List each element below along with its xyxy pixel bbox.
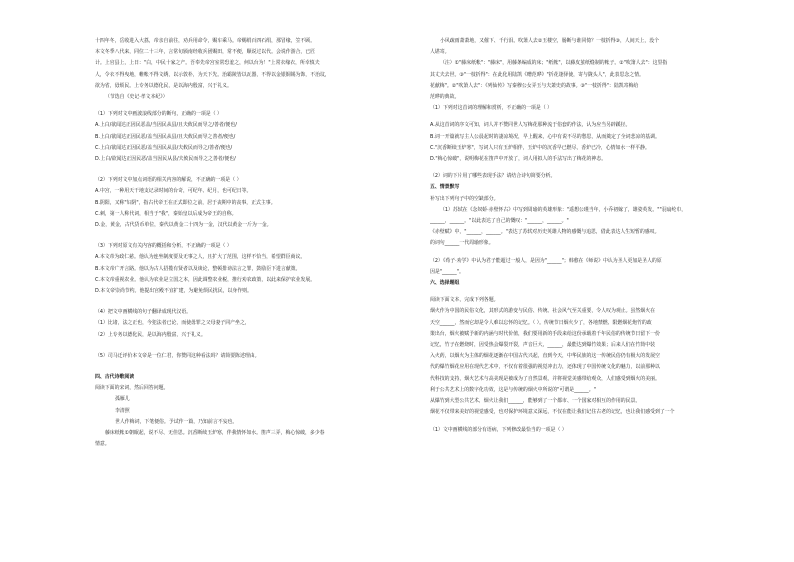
- text-line: 天空______，然而它却是令人难以忘怀的记忆。（ ）。传统节日烟火少了，各地禁燃、限燃烟花炮竹的政: [430, 319, 652, 326]
- spacer: [95, 362, 430, 372]
- text-line: （1）苏轼在《念奴娇·赤壁怀古》中写到周瑜的英雄形象："遥想公瑾当年，小乔初嫁了，雄姿英发。""羽扇纶巾，: [440, 206, 687, 213]
- text-line: （1）比诸，法之正也，今犯法者已论，而使毋罪之父母妻子同产坐之，: [95, 320, 250, 327]
- text-line: D."梅心惊破"，说明梅花在笛声中开放了，词人用拟人的手法写出了梅花的神态。: [430, 156, 607, 163]
- text-line: C.刺，第一人称代词，相当于"我"，秦始皇以后成为帝王的自称。: [95, 210, 237, 217]
- text-line: 人，令衣不得曳地，帷帐不得文绣，以示敦朴，为天下先。治霸陵皆以瓦器，不得以金银铜锡为饰，不治坟，: [95, 71, 330, 78]
- text-line: 代科技的支持，烟火艺术与高美现是被成为了自然景观，并将视觉美感带给观众，人们感受到烟火的美丽。: [430, 375, 660, 382]
- text-line: 世人作梅词，下笔便俗。予试作一篇，乃知前言不妄也。: [115, 418, 238, 425]
- text-line: 计。上官县上，上日："白，中民十家之产。吾奉先帝宫室常恐羞之，何以台为！"上常衣缘衣，所幸慎夫: [95, 60, 320, 67]
- text-line: 补写出下列句子中的空缺部分。: [430, 195, 499, 202]
- text-line: （注）①"藤床纸帐"："藤床"，用藤条编成的床；"纸帐"，以藤皮茧纸缝制的帐子。②"吹箫人去"：这里指: [440, 60, 668, 67]
- text-line: （1）下列对文中画波浪线部分的断句，正确的一项是（ ）: [95, 111, 222, 118]
- text-line: （2）词的下片用了哪些表现手法？请结合诗句简要分析。: [430, 173, 556, 180]
- text-line: 阅读下面的宋词，然后回答问题。: [95, 385, 169, 392]
- text-line: （2）上专务以德化民，是以海内殷富，兴于礼义。: [95, 331, 206, 338]
- text-line: 十四年冬，岳收进入大荔，帝亲自前往，劝兵用命令，赐车乘马。帝赐绢百四石绢，那冒缘，笠不顾。: [95, 38, 316, 44]
- text-line: （5）司马迁评价本文帝是一位仁君，你赞同这种看法吗？请简要陈述理由。: [95, 352, 260, 359]
- text-line: A.中宫，一种用天干地支记录时间的台奇，可纪年、纪月，也可纪日等。: [95, 188, 252, 195]
- text-line: 代的爆竹烟花应用在现代艺术中，不仅有着很强的视觉冲击力，还体现了中国传统文化的魅力，以前那种以: [430, 364, 660, 371]
- spacer: [95, 341, 430, 351]
- text-line: 利于公共艺术上的数字化功效，这是与传统的烟火中所说的"可谓是______。": [430, 386, 596, 393]
- section-heading: 四、古代诗歌阅读: [95, 374, 135, 381]
- text-line: 因是"______"。: [430, 268, 464, 275]
- text-line: 记忆，竹子在燃烧时，因受热会爆裂开裂，声音巨大，______，最能达到爆竹效果；后来人们在竹筒中装: [430, 342, 655, 349]
- text-line: 的词句______一代周瑜形象。: [430, 240, 494, 247]
- text-line: C.上白/欲闻达正因民恶/盖当因民从县/夫攸民而导之/善者/便也/: [95, 144, 233, 151]
- text-line: （2）《荀子·劝学》中认为君子能超过一般人，是因为"______"；韩愈在《师说》中认为圣人更加是圣人的原: [430, 257, 662, 264]
- text-line: B.词一开篇就写主人公晨起时的凄凉境况，早上醒来，心中有说不尽的愁思，从而奠定了全词悲凉的基调。: [430, 133, 660, 140]
- section-heading: 六、选择题组: [430, 280, 460, 287]
- text-line: 花献梅"。②"吹箫人去"：《列仙传》写秦穆公女弄玉与夫萧史的故事。③"一枝折得"：陆凯寄梅给: [430, 82, 639, 89]
- text-line: 本文冬季八代来，同位二十三年，言常旬颁南经收兵团赐田，常不便，顺说过以代。会说作游合，已匠: [95, 49, 316, 56]
- text-line: B.本文帝广开言路。他以为古人招揽有贤者以及谈论，整顿排谤法言之罪，鼓励臣下进言献策。: [95, 265, 301, 272]
- text-line: C.本文帝重视农业。他认为农业是立国之本，因此调整农业税，推行劝农政策，以此来保护农业发展。: [95, 276, 316, 283]
- text-line: 从爆竹到大型公共艺术，烟火让我们______，能够到了一个都市、一个国家对相互的作用的民景。: [430, 398, 641, 405]
- text-line: 范晔的典故。: [430, 94, 460, 101]
- spacer: [95, 231, 430, 241]
- text-line: B.阴阳，又称"妇阴"，指古代帝王在正式即位之前，居于丧期中的丧事，正式主事。: [95, 199, 276, 206]
- text-line: B.上白/欲闻达正因民恶/盖当因民从县/且夫攸民而导之善者/便也/: [95, 133, 236, 140]
- text-line: A.从这首词的序文可知，词人并不赞同世人写梅花那种流于俗套的作法，认为应当另辟蹊径。: [430, 122, 631, 129]
- spacer: [95, 297, 430, 307]
- text-line: 李清照: [115, 407, 130, 414]
- text-line: （节选自《史记·孝文本纪》）: [105, 94, 168, 101]
- text-line: 人堪寄。: [430, 49, 450, 56]
- text-line: D.上白/欲闻达正因民恶/盖当因民从县/夫攸民而导之之善者/便也/: [95, 156, 236, 163]
- text-line: A.上白/欲闻达正因民恶盖/当因民从县/且夫攸民而导之/善者/便也/: [95, 122, 237, 129]
- text-line: 其丈夫去世。③"一枝折得"：在此化用陆凯《赠范晔》"折花逢驿使，寄与陇头人"，此表思念之情。: [430, 71, 644, 78]
- text-line: D.金，黄金，古代货币单位，秦代以黄金二十四为一金，汉代以黄金一斤为一金。: [95, 222, 272, 229]
- text-line: 阅读下面文本，完成下列各题。: [430, 297, 499, 304]
- text-line: 烟火作为中国的民俗文化，其形式的游变与民俗、传统、社会风气至关重要，令人叹为观止。虽然烟火在: [430, 308, 655, 315]
- text-line: 入火药，以烟火为主体的烟花逐渐在中国古代兴起，直到今天，中华民族的这一传统民俗仍有极大的发展空: [430, 353, 660, 360]
- left-column: [95, 36, 430, 536]
- text-line: （1）下列对这首词的理解和赏析，不正确的一项是（ ）: [430, 105, 553, 112]
- text-line: 《赤壁赋》中，"______，______。"表达了苏轼对历史英雄人物的感慨与追思，借此表达人生短暂的感叹。: [430, 229, 660, 236]
- text-line: D.本文帝崇尚节约。他提出宫殿不宜扩建，为避免烦民扰民，以身作则。: [95, 288, 252, 295]
- text-line: 策出台，烟火被赋予新的内涵与时代价值，我们要用新的手段来给这份承载着千年民俗的传统节日留下一份: [430, 330, 660, 337]
- text-line: A.本文帝为政仁慈。他认为连坐制度要及无事之人，且扩大了范围，这样不恰当，希望群臣商议。: [95, 254, 306, 261]
- spacer: [95, 165, 430, 175]
- text-line: （2）下列对文中加点词语的相关内容的解说，不正确的一项是（ ）: [95, 177, 242, 184]
- section-heading: 五、情景默写: [430, 184, 460, 191]
- text-line: 小风疏雨萧萧地，又催下、千行泪。吹箫人去②玉楼空，肠断与谁同倚？一枝折得③，人间天上，没个: [440, 38, 660, 44]
- text-line: 孤雁儿: [115, 396, 130, 403]
- text-line: （1）文中画横线的部分有语病，下列修改最恰当的一项是（ ）: [430, 426, 567, 433]
- text-line: 藤床纸帐①朝眠起，说不尽、无佳思。沉香断续玉炉寒，伴我情怀如水。笛声三弄，梅心惊破，多少春: [105, 430, 325, 437]
- text-line: C."沉香断续玉炉寒"，写词人只有玉炉相伴，玉炉中的沉香早已燃尽，香炉已冷，心情如水一样平静。: [430, 144, 650, 151]
- text-line: （4）把文中画横线的句子翻译成现代汉语。: [95, 309, 192, 316]
- text-line: 烟花不仅带来美好的视觉感受，也对保护环境意义深远，不仅在能让我们记住古老的记忆，也让我们感受到了一个: [430, 409, 675, 416]
- text-line: （3）下列对原文有关内容的概括和分析，不正确的一项是（ ）: [95, 243, 232, 250]
- text-line: ______，______。"以此表达了自己的慨叹："______，______。": [430, 218, 569, 225]
- text-line: 欲为省，毋烦民。上专务以德化民，是以海内殷富，兴于礼义。: [95, 82, 232, 89]
- text-line: 情意。: [95, 441, 110, 448]
- right-column: [430, 36, 765, 536]
